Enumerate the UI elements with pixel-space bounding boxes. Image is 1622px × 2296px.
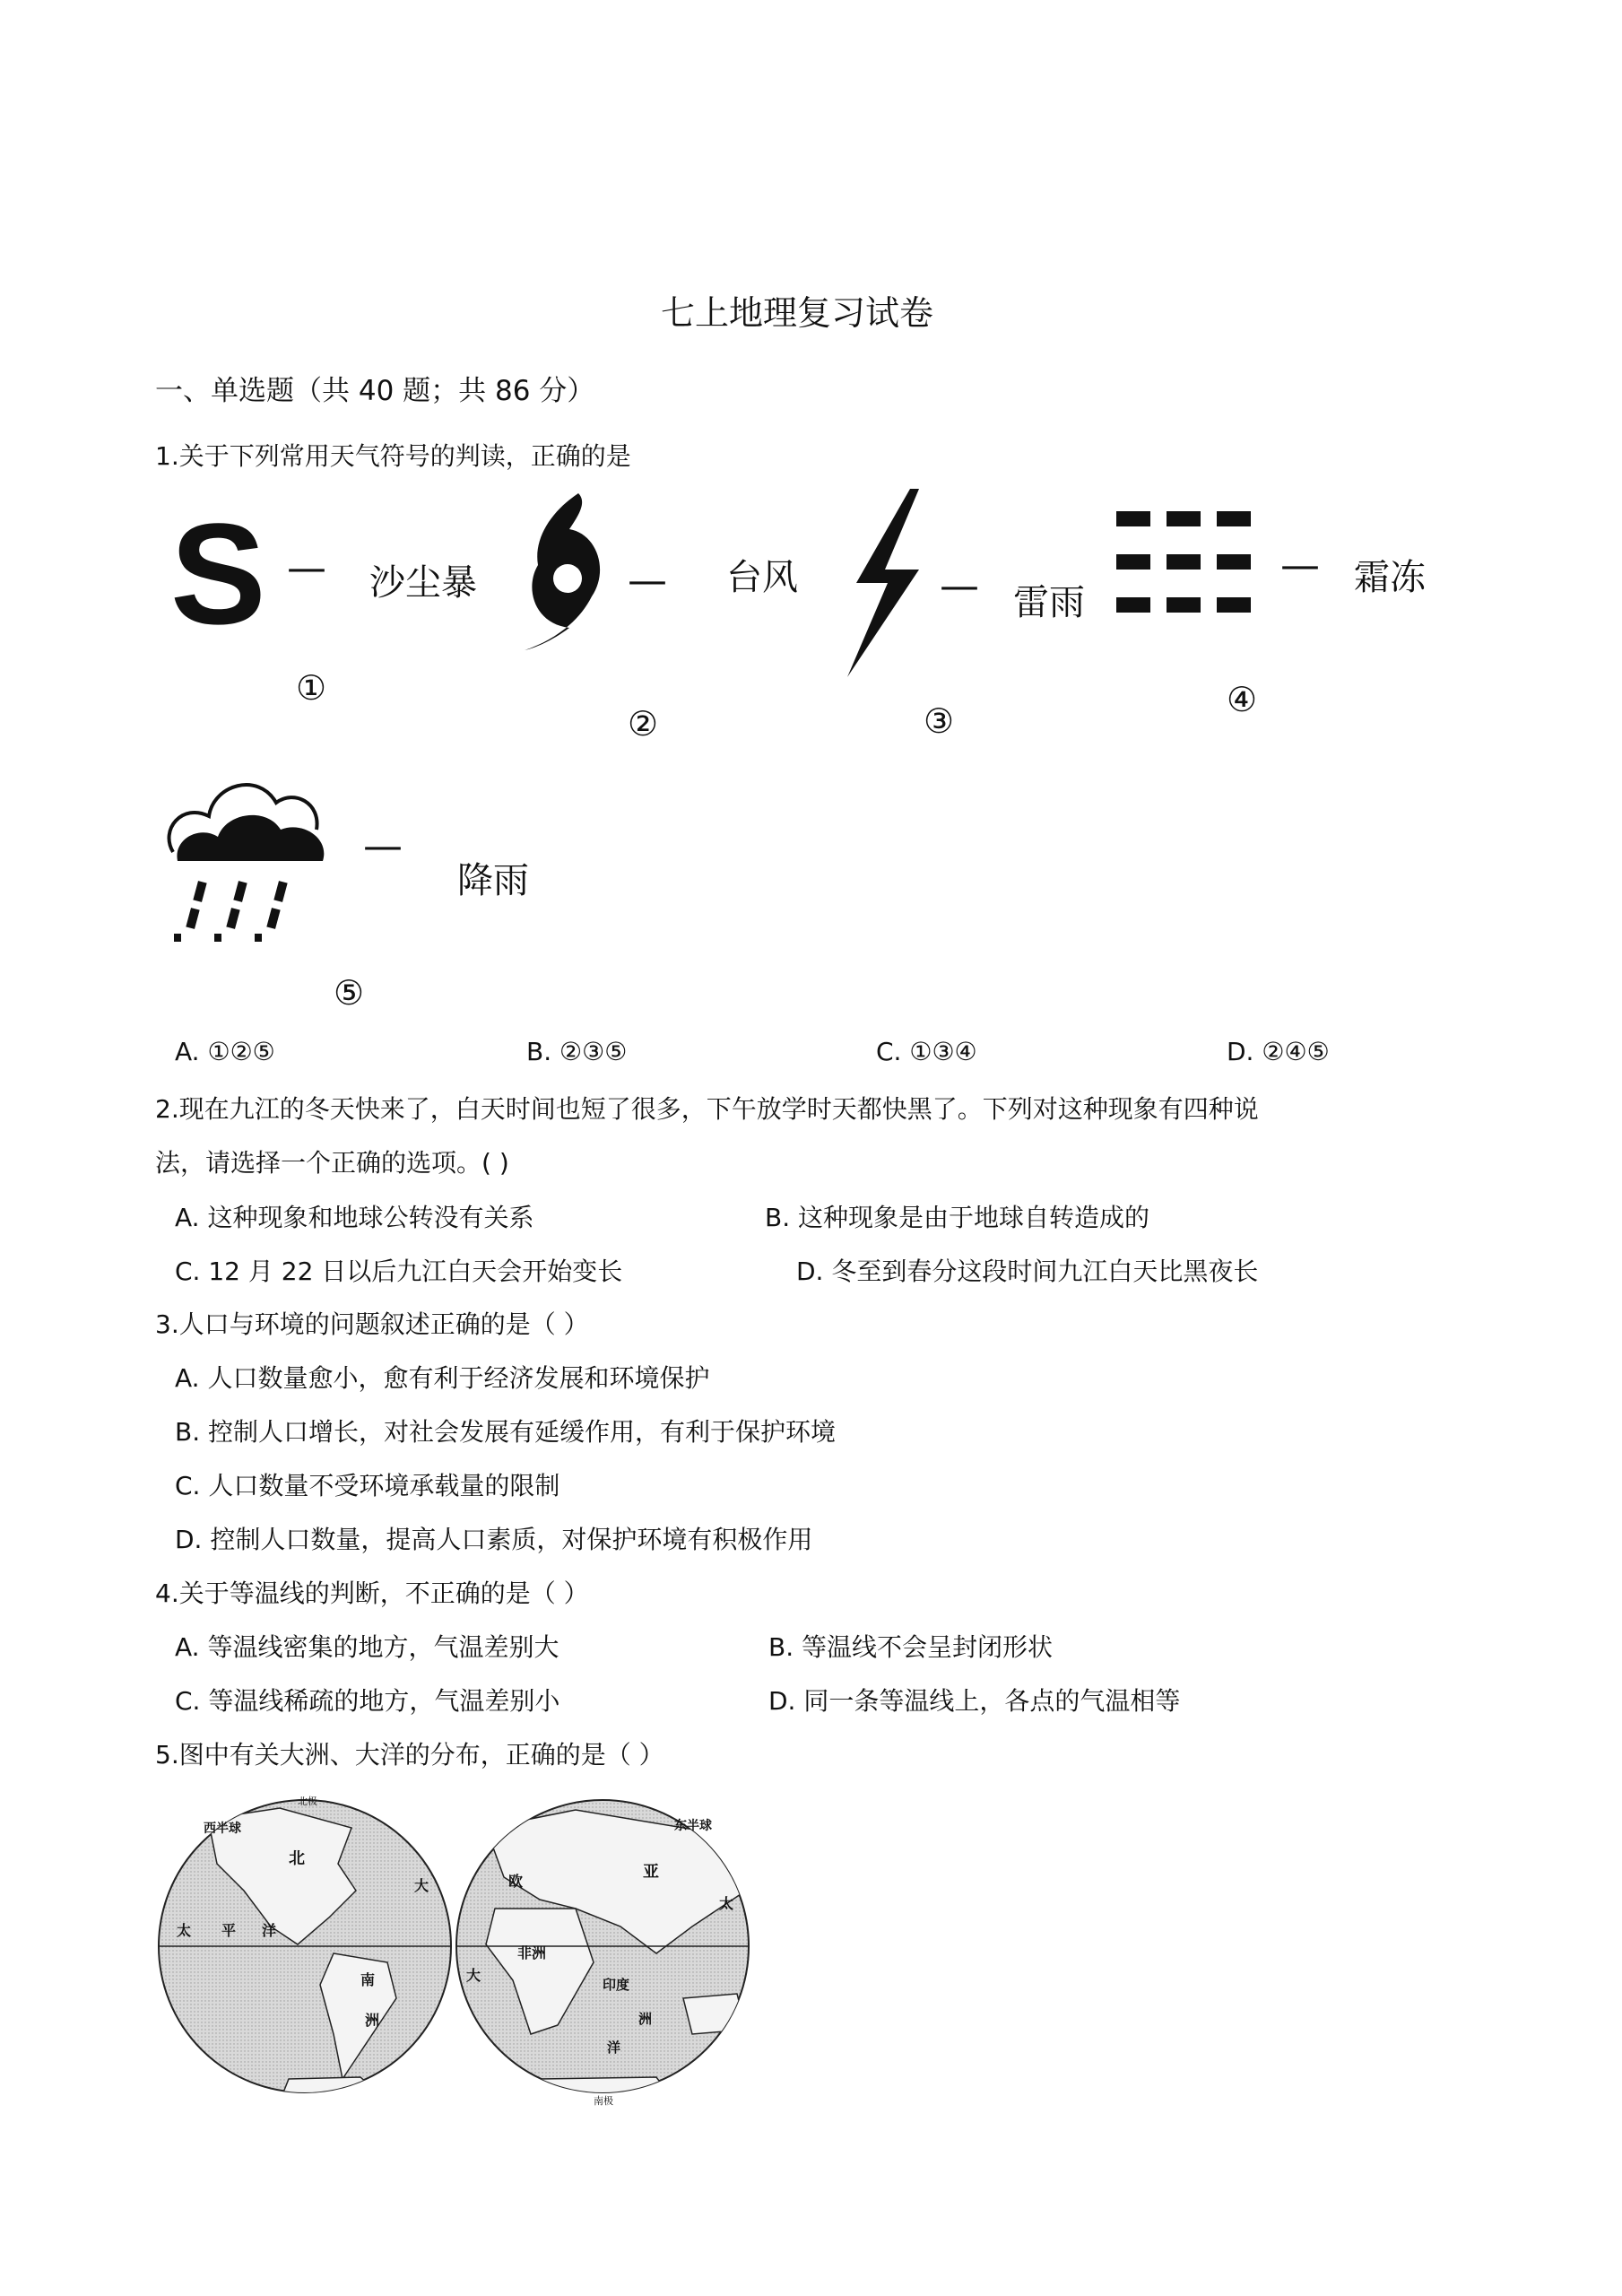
question-2-stem-line1: 2.现在九江的冬天快来了，白天时间也短了很多，下午放学时天都快黑了。下列对这种现象有四种说: [155, 1094, 1259, 1124]
symbol-2-label: 台风: [726, 557, 798, 598]
symbol-3-label: 雷雨: [1013, 582, 1085, 623]
symbol-1-label: 沙尘暴: [369, 562, 477, 604]
q3-option-d: D. 控制人口数量，提高人口素质，对保护环境有积极作用: [175, 1525, 813, 1554]
map-label-w2: 北: [289, 1849, 305, 1868]
map-label-e6: 太: [719, 1895, 734, 1912]
q2-option-d: D. 冬至到春分这段时间九江白天比黑夜长: [796, 1257, 1259, 1286]
western-hemisphere: [159, 1795, 451, 2101]
symbol-4-number: ④: [1227, 680, 1258, 719]
question-2-stem-line2: 法，请选择一个正确的选项。( ): [155, 1148, 509, 1178]
question-1-stem: 1.关于下列常用天气符号的判读，正确的是: [155, 441, 631, 471]
map-label-e4: 非洲: [517, 1944, 547, 1961]
lightning-icon: [829, 484, 928, 682]
symbol-5-label: 降雨: [457, 860, 529, 901]
section-heading: 一、单选题（共 40 题；共 86 分）: [155, 375, 595, 407]
eastern-hemisphere: [456, 1800, 749, 2107]
symbol-4-label: 霜冻: [1354, 557, 1426, 598]
map-label-e8: 洲: [638, 2011, 653, 2027]
q1-option-a: A. ①②⑤: [175, 1037, 275, 1066]
typhoon-icon: [516, 489, 614, 650]
symbol-1-dash: —: [287, 545, 326, 591]
q1-option-c: C. ①③④: [876, 1037, 977, 1066]
hemisphere-map: [154, 1792, 755, 2106]
page-title: 七上地理复习试卷: [661, 293, 934, 333]
q3-option-b: B. 控制人口增长，对社会发展有延缓作用，有利于保护环境: [175, 1417, 837, 1447]
q3-option-a: A. 人口数量愈小，愈有利于经济发展和环境保护: [175, 1363, 710, 1393]
map-label-e9: 洋: [607, 2039, 621, 2056]
symbol-2-number: ②: [628, 704, 659, 744]
map-label-w3: 太: [177, 1922, 192, 1939]
map-label-e2: 亚: [643, 1863, 659, 1882]
map-label-south-pole: 南极: [594, 2095, 613, 2107]
question-3-stem: 3.人口与环境的问题叙述正确的是（ ）: [155, 1309, 589, 1339]
q2-option-b: B. 这种现象是由于地球自转造成的: [765, 1203, 1150, 1232]
symbol-3-number: ③: [924, 701, 955, 741]
map-label-w1: 西半球: [204, 1822, 241, 1836]
q2-option-a: A. 这种现象和地球公转没有关系: [175, 1203, 534, 1232]
q4-option-b: B. 等温线不会呈封闭形状: [768, 1632, 1054, 1662]
symbol-4-dash: —: [1280, 543, 1320, 588]
map-label-north-pole: 北极: [298, 1796, 317, 1807]
q4-option-d: D. 同一条等温线上，各点的气温相等: [768, 1686, 1181, 1716]
map-label-w4: 平: [221, 1922, 237, 1939]
sandstorm-s-icon: S: [170, 493, 266, 654]
map-label-e5: 印度: [603, 1977, 630, 1993]
symbol-5-number: ⑤: [334, 973, 365, 1013]
map-label-w8: 洲: [365, 2012, 380, 2029]
q4-option-c: C. 等温线稀疏的地方，气温差别小: [175, 1686, 560, 1716]
map-label-w6: 大: [414, 1877, 429, 1894]
map-label-w5: 洋: [262, 1922, 277, 1939]
q4-option-a: A. 等温线密集的地方，气温差别大: [175, 1632, 559, 1662]
map-label-w7: 南: [360, 1971, 376, 1988]
map-label-e7: 大: [466, 1967, 481, 1984]
frost-icon: [1116, 511, 1260, 614]
question-5-stem: 5.图中有关大洲、大洋的分布，正确的是（ ）: [155, 1740, 664, 1770]
symbol-3-dash: —: [940, 563, 979, 609]
map-label-e3: 欧: [508, 1873, 524, 1890]
symbol-5-dash: —: [363, 823, 403, 869]
symbol-2-dash: —: [628, 558, 667, 604]
q1-option-b: B. ②③⑤: [526, 1037, 628, 1066]
q1-option-d: D. ②④⑤: [1227, 1037, 1330, 1066]
q3-option-c: C. 人口数量不受环境承载量的限制: [175, 1471, 560, 1500]
q2-option-c: C. 12 月 22 日以后九江白天会开始变长: [175, 1257, 623, 1286]
map-label-e1: 东半球: [674, 1819, 712, 1833]
rain-cloud-icon: [160, 776, 339, 942]
symbol-1-number: ①: [296, 668, 327, 708]
question-4-stem: 4.关于等温线的判断，不正确的是（ ）: [155, 1578, 589, 1608]
